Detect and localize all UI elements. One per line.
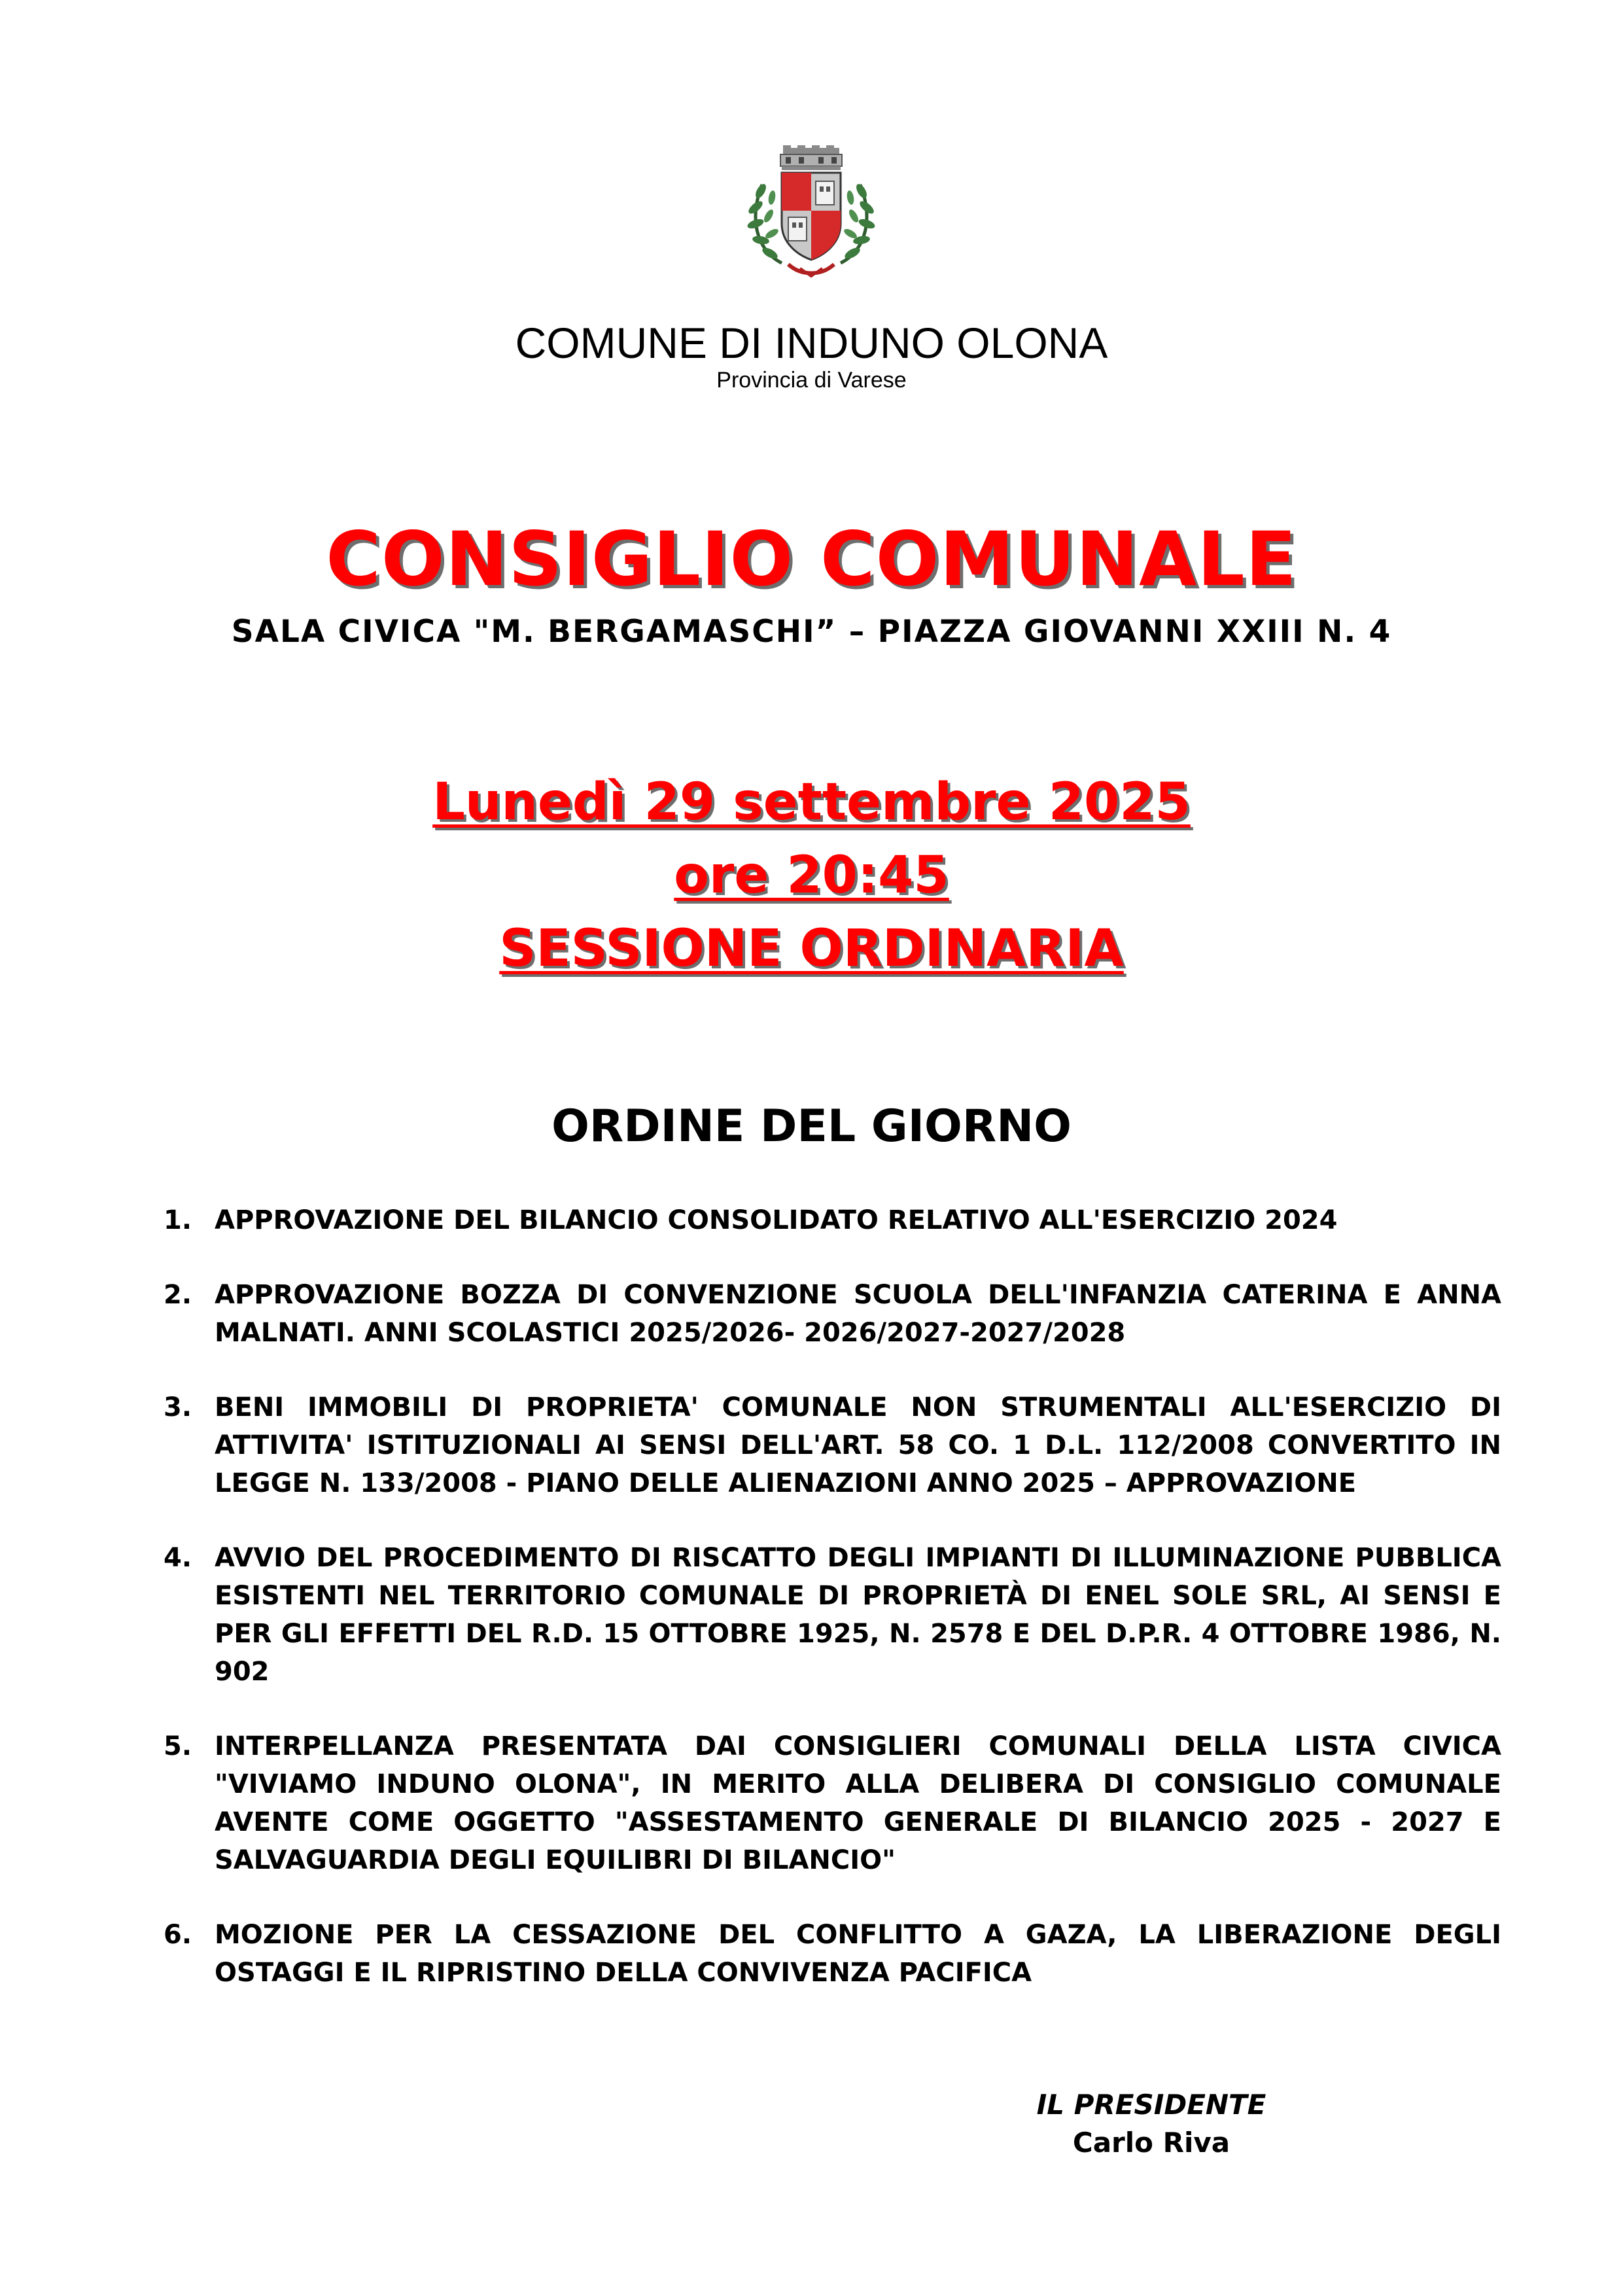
- signatory-name: Carlo Riva: [1072, 2127, 1230, 2159]
- agenda-item-text: BENI IMMOBILI DI PROPRIETA' COMUNALE NON STRUMENTALI ALL'ESERCIZIO DI ATTIVITA' ISTITUZIONALI AI SENSI DELL'ART. 58 CO. 1 D.L. 112/2008 CONVERTITO IN LEGGE N. 133/2008 - PIANO DELLE ALIENAZIONI ANNO 2025 – APPROVAZIONE: [215, 1392, 1501, 1498]
- agenda-item: [164, 1916, 1501, 1992]
- session-type: SESSIONE ORDINARIA: [499, 919, 1124, 978]
- agenda-item: [164, 1727, 1501, 1879]
- agenda-item: [164, 1276, 1501, 1352]
- agenda-item-text: INTERPELLANZA PRESENTATA DAI CONSIGLIERI COMUNALI DELLA LISTA CIVICA "VIVIAMO INDUNO OLONA", IN MERITO ALLA DELIBERA DI CONSIGLIO COMUNALE AVENTE COME OGGETTO "ASSESTAMENTO GENERALE DI BILANCIO 2025 - 2027 E SALVAGUARDIA DEGLI EQUILIBRI DI BILANCIO": [215, 1731, 1501, 1875]
- agenda-item-number: 4.: [164, 1543, 192, 1573]
- session-date: Lunedì 29 settembre 2025: [432, 773, 1191, 832]
- agenda-item-number: 3.: [164, 1392, 192, 1422]
- session-time: ore 20:45: [674, 846, 949, 905]
- session-info: [0, 766, 1623, 985]
- agenda-item: [164, 1388, 1501, 1502]
- agenda-item-text: MOZIONE PER LA CESSAZIONE DEL CONFLITTO A GAZA, LA LIBERAZIONE DEGLI OSTAGGI E IL RIPRISTINO DELLA CONVIVENZA PACIFICA: [215, 1920, 1501, 1988]
- agenda-item-number: 2.: [164, 1280, 192, 1310]
- agenda-item: [164, 1539, 1501, 1691]
- agenda-item-number: 6.: [164, 1920, 192, 1950]
- agenda-item-number: 5.: [164, 1731, 192, 1761]
- agenda-list: [164, 1201, 1501, 2028]
- municipal-coat-of-arms-icon: [736, 145, 886, 283]
- province-name: Provincia di Varese: [716, 368, 907, 393]
- agenda-title: ORDINE DEL GIORNO: [551, 1101, 1072, 1152]
- municipality-name: COMUNE DI INDUNO OLONA: [515, 319, 1108, 367]
- agenda-item: [164, 1201, 1501, 1239]
- agenda-item-number: 1.: [164, 1205, 192, 1235]
- venue-address: SALA CIVICA "M. BERGAMASCHI” – PIAZZA GIOVANNI XXIII N. 4: [231, 614, 1392, 650]
- signatory-role: IL PRESIDENTE: [1036, 2089, 1266, 2121]
- agenda-item-text: APPROVAZIONE BOZZA DI CONVENZIONE SCUOLA DELL'INFANZIA CATERINA E ANNA MALNATI. ANNI SCOLASTICI 2025/2026- 2026/2027-2027/2028: [215, 1280, 1501, 1348]
- council-title: CONSIGLIO COMUNALE: [326, 516, 1297, 603]
- signature-block: [1007, 2086, 1295, 2162]
- agenda-item-text: APPROVAZIONE DEL BILANCIO CONSOLIDATO RELATIVO ALL'ESERCIZIO 2024: [215, 1205, 1338, 1235]
- agenda-item-text: AVVIO DEL PROCEDIMENTO DI RISCATTO DEGLI IMPIANTI DI ILLUMINAZIONE PUBBLICA ESISTENTI NEL TERRITORIO COMUNALE DI PROPRIETÀ DI ENEL SOLE SRL, AI SENSI E PER GLI EFFETTI DEL R.D. 15 OTTOBRE 1925, N. 2578 E DEL D.P.R. 4 OTTOBRE 1986, N. 902: [215, 1543, 1501, 1687]
